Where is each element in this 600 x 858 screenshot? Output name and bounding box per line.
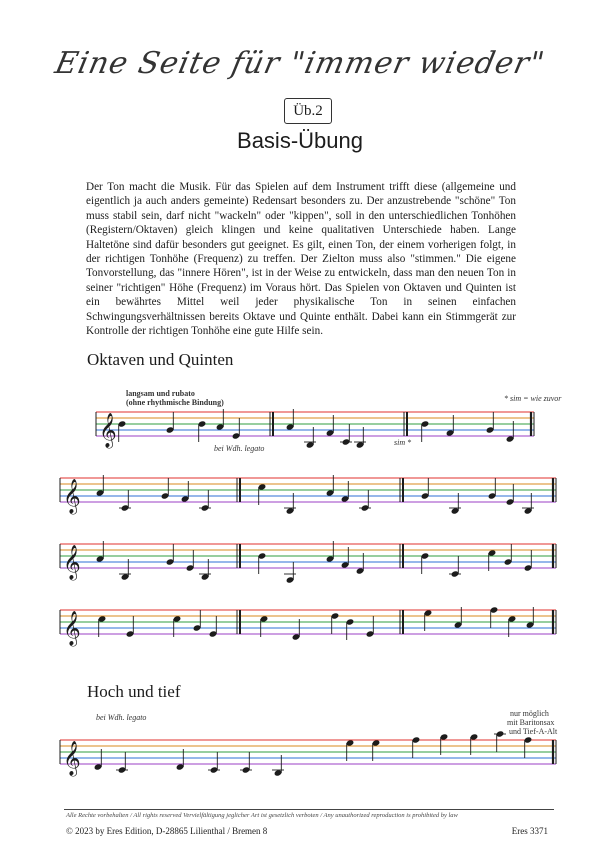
footer-edition-code: Eres 3371: [511, 826, 548, 836]
articulation-mark-2: bei Wdh. legato: [96, 713, 147, 722]
tempo-marking: langsam und rubato: [126, 389, 195, 398]
footer-rule: [64, 809, 554, 810]
exercise-title: Basis-Übung: [237, 128, 363, 153]
treble-clef-icon: 𝄞: [63, 545, 81, 580]
section-heading-hoch: Hoch und tief: [87, 682, 181, 701]
footnote-sim: * sim = wie zuvor: [504, 394, 562, 403]
footer-copyright: © 2023 by Eres Edition, D-28865 Lilienthal / Bremen 8: [66, 826, 268, 836]
intro-paragraph: Der Ton macht die Musik. Für das Spielen auf dem Instrument trifft diese (allgemeine und eigentlich ja auch anders gemeinte) Redensart besonders zu. Der anzustrebende "schöne" Ton muss stabil sein, darf nicht "wackeln" oder "kippen", soll in den unterschiedlichen Tonhöhen (Registern/Oktaven) gleich klingen und keine qualitativen Unterschiede haben. Lange Haltetöne sind dafür besonders gut geeignet. Es gilt, einen Ton, der einem vorherigen folgt, in der richtigen Tonhöhe (Frequenz) zu treffen. Der Zielton muss also "stimmen." Die eigene Tonvorstellung, das "innere Hören", ist in der Weise zu entwickeln, dass man den neuen Ton in seiner "richtigen" Höhe (Frequenz) im Voraus hört. Das Spielen von Oktaven und Quinten ist ein bewährtes Mittel weil jeder physikalische Ton in seinen einfachen Schwingungsverhältnissen bereits Oktave und Quinte enthält. Dabei kann ein Stimmgerät zur Kontrolle der richtigen Tonhöhe eine gute Hilfe sein.: [86, 181, 516, 338]
articulation-mark-1: bei Wdh. legato: [214, 444, 265, 453]
range-note-1: nur möglich: [510, 709, 549, 718]
range-note-2: mit Baritonsax: [507, 718, 555, 727]
sim-marker: sim *: [394, 438, 412, 447]
footer-rights: Alle Rechte vorbehalten / All rights reserved Vervielfältigung jeglicher Art ist gesetzlich verboten / Any unauthorized reproduction is prohibited by law: [66, 812, 458, 819]
treble-clef-icon: 𝄞: [63, 741, 81, 776]
treble-clef-icon: 𝄞: [63, 611, 81, 646]
script-title: Eine Seite für "immer wieder": [51, 46, 549, 81]
treble-clef-icon: 𝄞: [99, 413, 117, 448]
exercise-number-box: Üb.2: [284, 98, 332, 124]
section-heading-oktaven: Oktaven und Quinten: [87, 350, 234, 369]
tempo-note: (ohne rhythmische Bindung): [126, 398, 224, 407]
treble-clef-icon: 𝄞: [63, 479, 81, 514]
range-note-3: und Tief-A-Alt: [509, 727, 558, 736]
